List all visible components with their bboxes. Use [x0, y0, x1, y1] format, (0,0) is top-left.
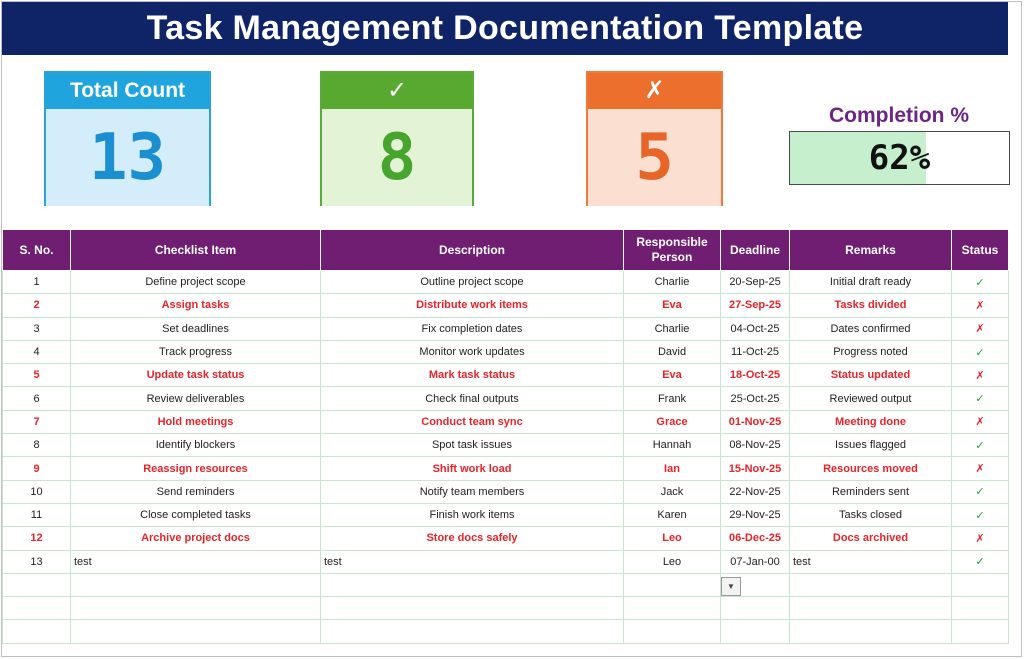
cell-status[interactable]	[952, 620, 1009, 643]
cell-description[interactable]: test	[321, 550, 624, 573]
cell-sno[interactable]: 3	[3, 317, 71, 340]
cell-sno[interactable]: 5	[3, 364, 71, 387]
cross-icon: ✗	[975, 416, 985, 429]
cell-status[interactable]	[952, 364, 1009, 387]
total-count-card	[44, 71, 211, 206]
cell-remarks[interactable]	[790, 620, 952, 643]
cell-deadline[interactable]: 04-Oct-25	[721, 317, 790, 340]
cell-remarks[interactable]: Docs archived	[790, 527, 952, 550]
cell-description[interactable]	[321, 573, 624, 596]
cell-status[interactable]	[952, 550, 1009, 573]
cell-status[interactable]	[952, 573, 1009, 596]
empty-table-row	[3, 597, 1009, 620]
cell-remarks[interactable]: Dates confirmed	[790, 317, 952, 340]
cell-sno[interactable]: 10	[3, 480, 71, 503]
cell-responsible-person[interactable]: David	[624, 340, 721, 363]
table-row	[3, 550, 1009, 573]
cell-checklist-item[interactable]: Archive project docs	[71, 527, 321, 550]
cell-checklist-item[interactable]: Set deadlines	[71, 317, 321, 340]
column-header-description: Description	[321, 230, 624, 271]
completion-value: 62%	[868, 138, 931, 178]
cell-checklist-item[interactable]: Assign tasks	[71, 294, 321, 317]
column-header-status: Status	[952, 230, 1009, 271]
cell-sno[interactable]: 4	[3, 340, 71, 363]
cell-deadline[interactable]: 07-Jan-00	[721, 550, 790, 573]
table-row	[3, 317, 1009, 340]
cell-deadline[interactable]: 27-Sep-25	[721, 294, 790, 317]
cell-description[interactable]: Spot task issues	[321, 434, 624, 457]
cell-remarks[interactable]: Status updated	[790, 364, 952, 387]
cell-responsible-person[interactable]: Hannah	[624, 434, 721, 457]
cell-sno[interactable]: 7	[3, 410, 71, 433]
pending-count-value: 5	[588, 109, 721, 206]
cell-checklist-item[interactable]	[71, 573, 321, 596]
chevron-down-icon[interactable]: ▼	[721, 577, 741, 596]
cell-status[interactable]	[952, 434, 1009, 457]
cell-remarks[interactable]: Reviewed output	[790, 387, 952, 410]
cell-remarks[interactable]	[790, 597, 952, 620]
cell-deadline[interactable]: 06-Dec-25	[721, 527, 790, 550]
cell-checklist-item[interactable]: Review deliverables	[71, 387, 321, 410]
cross-icon: ✗	[975, 369, 985, 382]
cell-description[interactable]: Check final outputs	[321, 387, 624, 410]
cell-remarks[interactable]: Meeting done	[790, 410, 952, 433]
cell-remarks[interactable]: Progress noted	[790, 340, 952, 363]
cell-description[interactable]: Finish work items	[321, 503, 624, 526]
completed-count-card	[320, 71, 474, 206]
cell-remarks[interactable]: Reminders sent	[790, 480, 952, 503]
check-icon: ✓	[975, 439, 985, 452]
cross-icon: ✗	[975, 463, 985, 476]
cell-responsible-person[interactable]: Jack	[624, 480, 721, 503]
cell-responsible-person[interactable]: Eva	[624, 364, 721, 387]
cell-sno[interactable]: 6	[3, 387, 71, 410]
cell-responsible-person[interactable]: Charlie	[624, 317, 721, 340]
cell-responsible-person[interactable]: Leo	[624, 527, 721, 550]
cell-description[interactable]: Distribute work items	[321, 294, 624, 317]
table-row	[3, 340, 1009, 363]
cell-sno[interactable]	[3, 620, 71, 643]
cell-description[interactable]: Notify team members	[321, 480, 624, 503]
cell-remarks[interactable]: Initial draft ready	[790, 271, 952, 294]
page-title: Task Management Documentation Template	[2, 2, 1008, 55]
cell-description[interactable]	[321, 620, 624, 643]
table-row	[3, 364, 1009, 387]
cell-deadline[interactable]: 25-Oct-25	[721, 387, 790, 410]
cell-deadline[interactable]: 18-Oct-25	[721, 364, 790, 387]
column-header-checklist-item: Checklist Item	[71, 230, 321, 271]
cell-status[interactable]	[952, 410, 1009, 433]
cell-checklist-item[interactable]: Identify blockers	[71, 434, 321, 457]
cell-deadline[interactable]: 08-Nov-25	[721, 434, 790, 457]
cell-deadline[interactable]	[721, 573, 790, 596]
cell-description[interactable]: Monitor work updates	[321, 340, 624, 363]
cell-responsible-person[interactable]	[624, 573, 721, 596]
check-icon: ✓	[975, 486, 985, 499]
cell-sno[interactable]: 9	[3, 457, 71, 480]
cell-remarks[interactable]: Resources moved	[790, 457, 952, 480]
check-icon: ✓	[975, 556, 985, 569]
cell-responsible-person[interactable]: Ian	[624, 457, 721, 480]
pending-count-card	[586, 71, 723, 206]
cell-deadline[interactable]: 22-Nov-25	[721, 480, 790, 503]
cell-sno[interactable]: 1	[3, 271, 71, 294]
cell-sno[interactable]: 11	[3, 503, 71, 526]
check-icon: ✓	[975, 393, 985, 406]
cell-responsible-person[interactable]: Charlie	[624, 271, 721, 294]
cell-description[interactable]: Conduct team sync	[321, 410, 624, 433]
cell-description[interactable]: Outline project scope	[321, 271, 624, 294]
cell-description[interactable]	[321, 597, 624, 620]
column-header-responsible-person: Responsible Person	[624, 230, 721, 271]
cell-remarks[interactable]: Tasks closed	[790, 503, 952, 526]
cross-icon: ✗	[975, 299, 985, 312]
cell-status[interactable]	[952, 387, 1009, 410]
cell-status[interactable]	[952, 317, 1009, 340]
cell-deadline[interactable]: 20-Sep-25	[721, 271, 790, 294]
cell-sno[interactable]: 13	[3, 550, 71, 573]
cell-status[interactable]	[952, 271, 1009, 294]
total-count-value: 13	[46, 109, 209, 206]
completion-progress-bar	[789, 131, 1010, 185]
column-header-remarks: Remarks	[790, 230, 952, 271]
check-icon: ✓	[975, 346, 985, 359]
table-row	[3, 434, 1009, 457]
column-header-deadline: Deadline	[721, 230, 790, 271]
cell-checklist-item[interactable]: Update task status	[71, 364, 321, 387]
cell-responsible-person[interactable]	[624, 620, 721, 643]
check-icon: ✓	[322, 73, 472, 109]
cell-responsible-person[interactable]: Frank	[624, 387, 721, 410]
cell-remarks[interactable]: test	[790, 550, 952, 573]
cell-status[interactable]	[952, 457, 1009, 480]
table-header-row	[3, 230, 1009, 271]
table-row	[3, 410, 1009, 433]
cell-deadline[interactable]	[721, 620, 790, 643]
cell-checklist-item[interactable]: test	[71, 550, 321, 573]
cell-description[interactable]: Fix completion dates	[321, 317, 624, 340]
cell-remarks[interactable]: Issues flagged	[790, 434, 952, 457]
completed-count-value: 8	[322, 109, 472, 206]
cell-remarks[interactable]: Tasks divided	[790, 294, 952, 317]
cell-sno[interactable]: 2	[3, 294, 71, 317]
cell-description[interactable]: Shift work load	[321, 457, 624, 480]
cell-checklist-item[interactable]: Track progress	[71, 340, 321, 363]
empty-table-row	[3, 620, 1009, 643]
cell-deadline[interactable]: 15-Nov-25	[721, 457, 790, 480]
column-header-sno: S. No.	[3, 230, 71, 271]
cell-status[interactable]	[952, 340, 1009, 363]
check-icon: ✓	[975, 276, 985, 289]
cell-remarks[interactable]	[790, 573, 952, 596]
cell-responsible-person[interactable]: Eva	[624, 294, 721, 317]
cross-icon: ✗	[588, 73, 721, 109]
completion-label: Completion %	[829, 104, 969, 127]
cell-deadline[interactable]	[721, 597, 790, 620]
cell-status[interactable]	[952, 503, 1009, 526]
check-icon: ✓	[975, 509, 985, 522]
table-row	[3, 294, 1009, 317]
cell-responsible-person[interactable]: Karen	[624, 503, 721, 526]
cell-sno[interactable]	[3, 597, 71, 620]
cell-deadline[interactable]: 29-Nov-25	[721, 503, 790, 526]
cell-checklist-item[interactable]: Define project scope	[71, 271, 321, 294]
cell-checklist-item[interactable]	[71, 620, 321, 643]
cell-checklist-item[interactable]: Send reminders	[71, 480, 321, 503]
cell-responsible-person[interactable]: Leo	[624, 550, 721, 573]
cell-description[interactable]: Mark task status	[321, 364, 624, 387]
cross-icon: ✗	[975, 323, 985, 336]
cell-sno[interactable]	[3, 573, 71, 596]
cell-responsible-person[interactable]	[624, 597, 721, 620]
task-table-body	[3, 271, 1009, 644]
cell-status[interactable]	[952, 527, 1009, 550]
cell-status[interactable]	[952, 480, 1009, 503]
cell-checklist-item[interactable]: Reassign resources	[71, 457, 321, 480]
cell-status[interactable]	[952, 597, 1009, 620]
cell-status[interactable]	[952, 294, 1009, 317]
cell-checklist-item[interactable]	[71, 597, 321, 620]
empty-table-row	[3, 573, 1009, 596]
cell-checklist-item[interactable]: Close completed tasks	[71, 503, 321, 526]
table-row	[3, 271, 1009, 294]
cell-deadline[interactable]: 01-Nov-25	[721, 410, 790, 433]
task-table	[2, 229, 1009, 644]
cell-checklist-item[interactable]: Hold meetings	[71, 410, 321, 433]
cell-sno[interactable]: 8	[3, 434, 71, 457]
table-row	[3, 503, 1009, 526]
cross-icon: ✗	[975, 532, 985, 545]
cell-deadline[interactable]: 11-Oct-25	[721, 340, 790, 363]
table-row	[3, 480, 1009, 503]
cell-responsible-person[interactable]: Grace	[624, 410, 721, 433]
table-row	[3, 527, 1009, 550]
table-row	[3, 457, 1009, 480]
total-count-label: Total Count	[46, 73, 209, 109]
table-row	[3, 387, 1009, 410]
cell-sno[interactable]: 12	[3, 527, 71, 550]
cell-description[interactable]: Store docs safely	[321, 527, 624, 550]
